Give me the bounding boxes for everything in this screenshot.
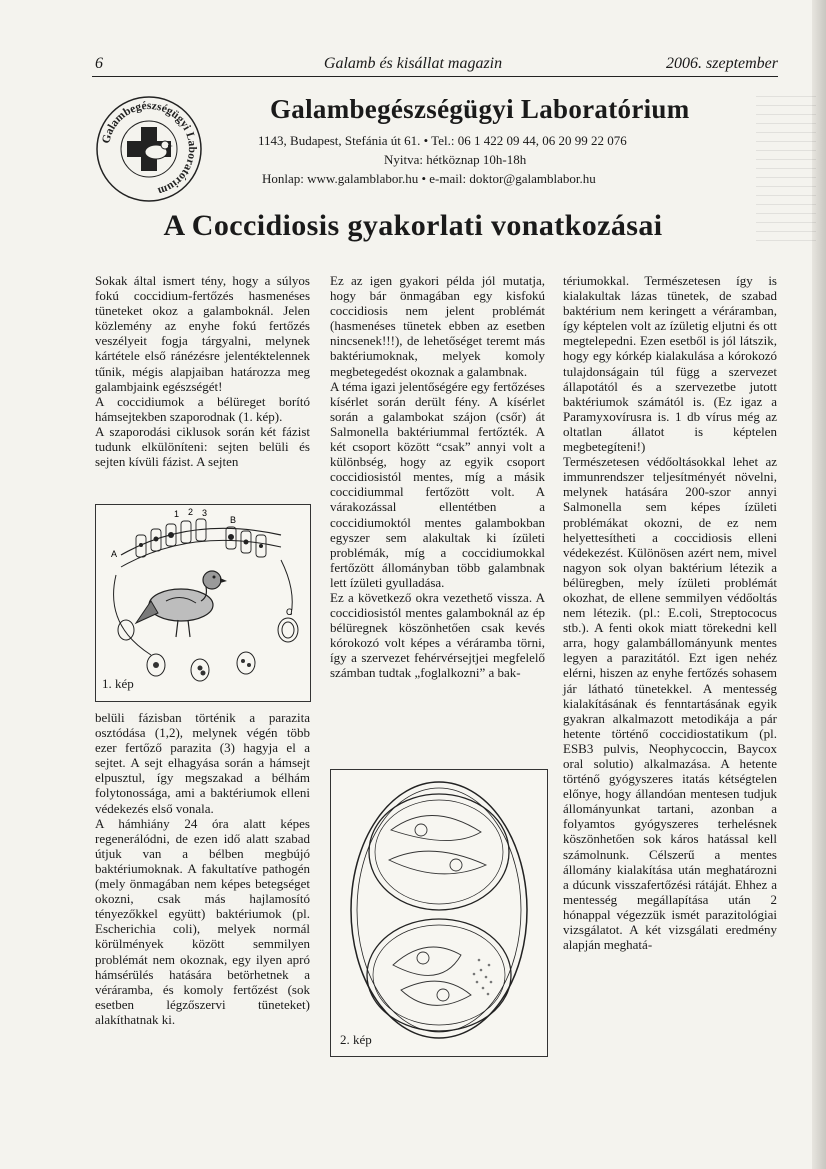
lab-opening-hours: Nyitva: hétköznap 10h-18h	[384, 152, 527, 167]
logo-ring-text: Galambegészségügyi Laboratórium	[100, 99, 199, 197]
figure-label-1: 1	[174, 509, 180, 519]
lab-contact: Honlap: www.galamblabor.hu • e-mail: doktor@galamblabor.hu	[262, 171, 596, 186]
paragraph: Ez a következő okra vezethető vissza. A coccidiosistól mentes galamboknál az ép bélüregnek köszönhetően csak kevés kórokozó volt képes a véráramba törni, így a szervezet fehérvérsejtjei megfelelő számban tudtak „foglalkozni” a bak-	[330, 589, 545, 681]
lower-sporocyst	[367, 919, 511, 1031]
figure-label-2: 2	[188, 507, 194, 517]
figure-1-caption: 1. kép	[102, 676, 134, 691]
paragraph: A szaporodási ciklusok során két fázist tudunk elkülöníteni: sejten belüli és sejten kívüli fázist. A sejten	[95, 423, 310, 470]
lab-address: 1143, Budapest, Stefánia út 61. • Tel.: 06 1 422 09 44, 06 20 99 22 076	[258, 133, 627, 148]
article-title: A Coccidiosis gyakorlati vonatkozásai	[163, 209, 663, 242]
figure-label-b: B	[230, 515, 237, 525]
pigeon-drawing	[136, 571, 227, 637]
coccidium-lifecycle-illustration	[96, 505, 310, 701]
article-column-1-top	[95, 273, 310, 469]
figure-1	[95, 504, 311, 702]
article-column-1-bottom	[95, 710, 310, 1027]
article-column-3	[563, 273, 777, 952]
figure-label-c: C	[286, 607, 293, 617]
page-number: 6	[95, 55, 103, 72]
article-column-2	[330, 273, 545, 681]
paragraph: tériumokkal. Természetesen így is kialakultak lázas tünetek, de szabad baktérium nem keringett a véráramban, így képtelen volt az ízületig eljutni és ott megtelepedni. Ezen esetből is jól látszik, hogy egy kórkép kialakulása a kórokozó tulajdonságain túl függ a szervezet állapotától és a szervezetbe jutott baktériumok számától is. (Ez igaz a Paramyxovírusra is. 1 db vírus még az oltatlan állatot is képtelen megbetegíteni!)	[563, 273, 777, 455]
paragraph: Természetesen védőoltásokkal lehet az immunrendszer teljesítményét növelni, melynek hatására 200-szor annyi Salmonella sem képes ízületi problémákat okozni, de ez nem helyettesítheti a coccidiosis elleni védekezést. Különösen azért nem, mivel nagyon sok olyan baktérium létezik a bélüregben, mely ízületi problémát okozhat, de ellene semmilyen védőoltás nem létezik. (pl.: E.coli, Streptococus stb.). A fenti okok miatt törekedni kell arra, hogy galambállományunk mentes legyen a parazitától. Ezt igen nehéz elérni, hiszen az enyhe fertőzés sohasem jár látható tünetekkel. A mentesség kialakításának és fenntartásának egyik gyakran alkalmazott metodikája a pár hetente történő coccidiostatikum (pl. ESB3 pulvis, Neophycoccin, Baycox oral solutio) alkalmazása. A hetente történő gyógyszeres itatás kétségtelen előnye, hogy állandóan mentesen tudjuk állományunkat tartani, azonban a folyamtos gyógyszeres terhelésnek köszönhetően sok káros hatással kell számolnunk. Célszerű a mentes állomány kialakítása után meghatározni a dúcunk visszafertőzési rátáját. Ehhez a mentesség megállapítása után 2 hónappal végezzük ismét parazitológiai vizsgálatot. A két vizsgálati eredmény alapján meghatá-	[563, 454, 777, 953]
header-rule	[92, 76, 778, 77]
figure-label-3: 3	[202, 508, 208, 518]
lab-logo	[94, 94, 204, 204]
figure-2	[330, 769, 548, 1057]
lab-name: Galambegészségügyi Laboratórium	[270, 94, 690, 124]
paragraph: Sokak által ismert tény, hogy a súlyos fokú coccidium-fertőzés hasmenéses tüneteket okoz a galamboknál. Jelen közlemény az enyhe fokú fertőzés veszélyeit fogja tárgyalni, melynek kártétele első ránézésre jelentéktelennek tűnik, mégis alapjaiban határozza meg galambjaink egészségét!	[95, 273, 310, 394]
oocyst-illustration	[331, 770, 547, 1056]
magazine-name: Galamb és kisállat magazin	[323, 55, 503, 72]
paragraph: A coccidiumok a bélüreget borító hámsejtekben szaporodnak (1. kép).	[95, 393, 310, 424]
paragraph: A hámhiány 24 óra alatt képes regenerálódni, de ezen idő alatt szabad útjuk van a bélben megbújó baktériumoknak. A fakultatíve pathogén (mely önmagában nem képes betegséget okozni, csak más hajlamosító tényezőkkel együtt) baktériumok (pl. Escherichia coli), melyek normál körülmények között semmilyen problémát nem okoznak, egy ilyen apró hámsérülés hatására betörhetnek a véráramba, és komoly fertőzést (sok esetben légzőszervi tüneteket) alakíthatnak ki.	[95, 815, 310, 1027]
paragraph: belüli fázisban történik a parazita osztódása (1,2), melynek végén több ezer fertőző parazita (3) hagyja el a sejtet. A sejt elhagyása során a hámsejt elpusztul, így megszakad a bélhám folytonossága, ami a baktériumok elleni védekezés első vonala.	[95, 710, 310, 816]
paragraph: Ez az igen gyakori példa jól mutatja, hogy bár önmagában egy kisfokú coccidiosis nem jelent problémát (hasmenéses tünetek ebben az esetben nincsenek!!!), de lehetőséget teremt más baktériumoknak, melyek komoly megbetegedést okoznak a galambnak.	[330, 273, 545, 379]
issue-date: 2006. szeptember	[666, 55, 778, 72]
figure-2-caption: 2. kép	[340, 1032, 372, 1047]
paragraph: A téma igazi jelentőségére egy fertőzéses kísérlet során derült fény. A kísérlet során a galambokat szájon (csőr) át Salmonella baktériummal fertőzték. A két csoport között “csak” annyi volt a különbség, hogy az egyik csoport coccidiosistól mentes, míg a másik coccidiummal fertőzött volt. A várakozással ellentétben a coccidiumoktól mentes galambokban egyszer sem alakultak ki ízületi problémák, míg a coccidiumokkal fertőzött állományban több galambnak lett ízületi gyulladása.	[330, 378, 545, 590]
figure-label-a: A	[111, 549, 118, 559]
